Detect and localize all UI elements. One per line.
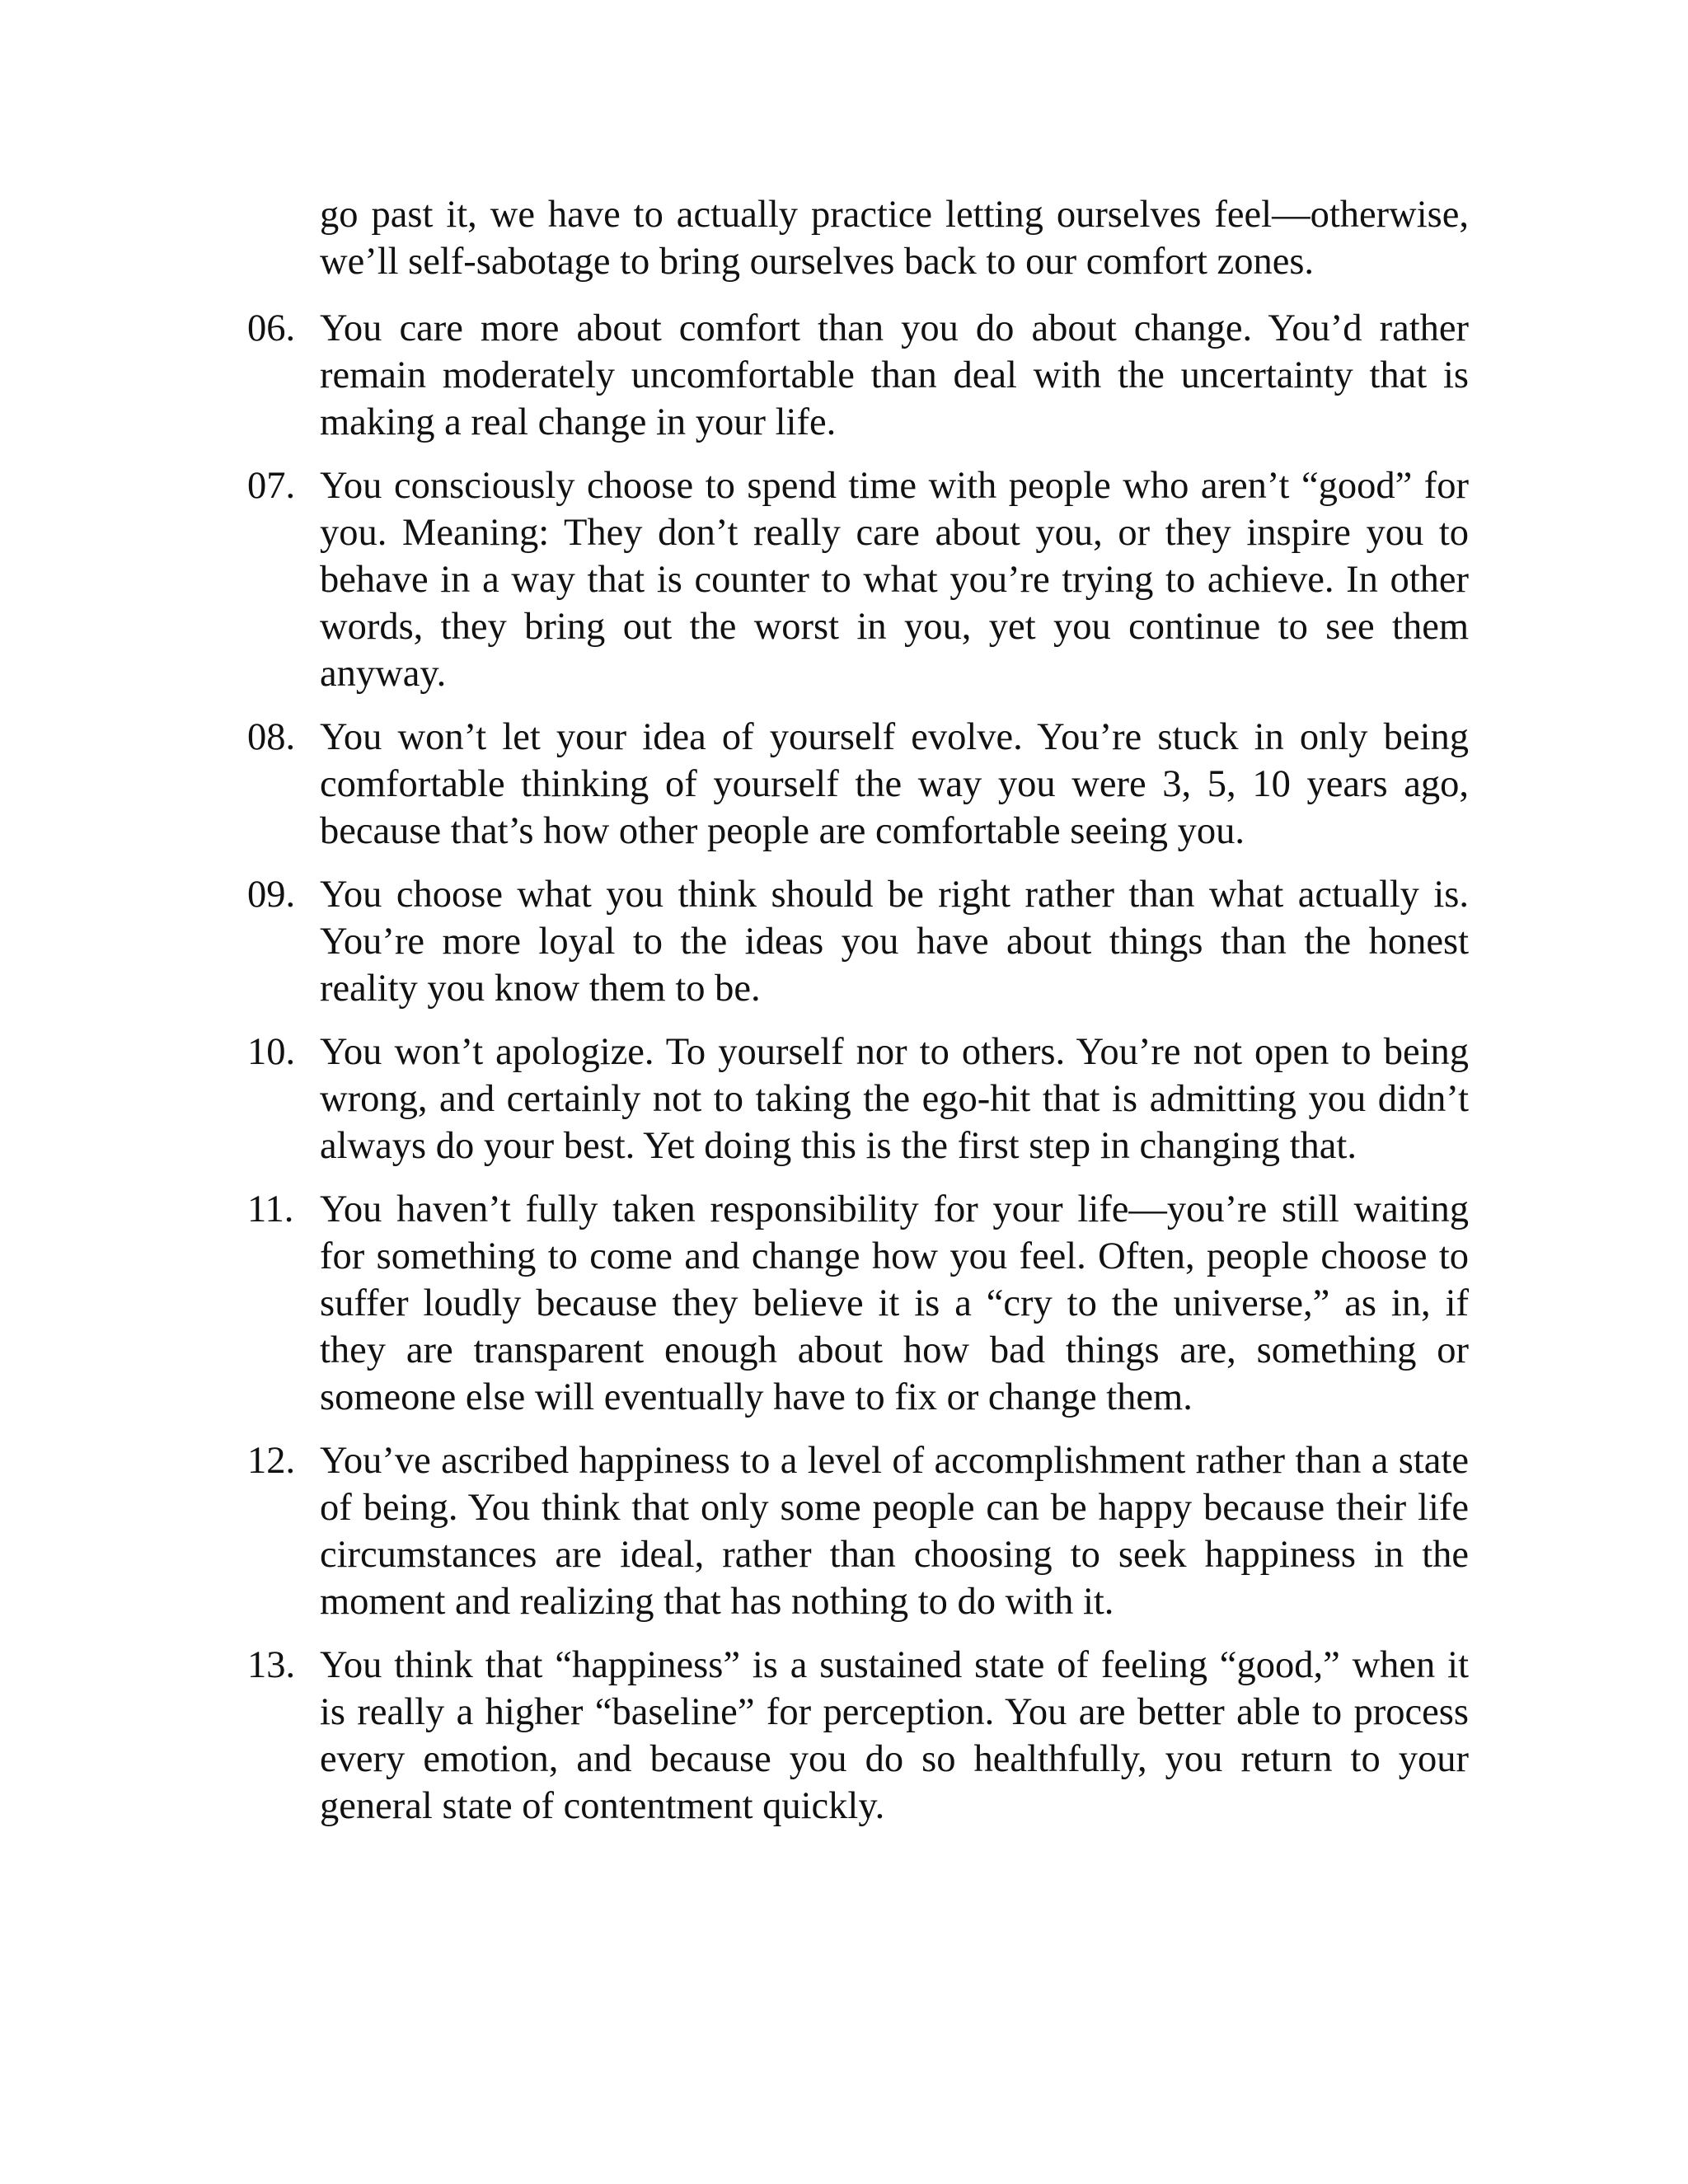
- list-item: [247, 1437, 1469, 1625]
- list-item-number: 06.: [247, 307, 296, 349]
- list-item-text: You choose what you think should be right rather than what actually is. You’re more loyal to the ideas you have about things than the honest reality you know them to be.: [320, 874, 1469, 1010]
- list-item-number: 10.: [247, 1031, 296, 1073]
- numbered-list: [247, 305, 1469, 1846]
- list-item-text: You think that “happiness” is a sustained state of feeling “good,” when it is really a higher “baseline” for perception. You are better able to process every emotion, and because you do so healthfully, you return to your general state of contentment quickly.: [320, 1644, 1469, 1827]
- list-item-number: 12.: [247, 1440, 296, 1482]
- list-item-text: You won’t let your idea of yourself evolve. You’re stuck in only being comfortable thinking of yourself the way you were 3, 5, 10 years ago, because that’s how other people are comfortable seeing you.: [320, 716, 1469, 852]
- list-item: [247, 1186, 1469, 1421]
- list-item: [247, 305, 1469, 446]
- list-item-number: 08.: [247, 716, 296, 758]
- list-item-number: 13.: [247, 1644, 296, 1686]
- list-item: [247, 1029, 1469, 1169]
- list-item: [247, 714, 1469, 855]
- list-item: [247, 871, 1469, 1012]
- list-item-number: 11.: [247, 1188, 294, 1230]
- list-item-text: You care more about comfort than you do about change. You’d rather remain moderately uncomfortable than deal with the uncertainty that is making a real change in your life.: [320, 307, 1469, 443]
- list-item-text: You won’t apologize. To yourself nor to others. You’re not open to being wrong, and certainly not to taking the ego-hit that is admitting you didn’t always do your best. Yet doing this is the first step in changing that.: [320, 1031, 1469, 1167]
- continuation-paragraph: go past it, we have to actually practice letting ourselves feel—otherwise, we’ll self-sabotage to bring ourselves back to our comfort zones.: [320, 194, 1469, 283]
- list-item-text: You’ve ascribed happiness to a level of accomplishment rather than a state of being. You think that only some people can be happy because their life circumstances are ideal, rather than choosing to seek happiness in the moment and realizing that has nothing to do with it.: [320, 1440, 1469, 1623]
- list-item-number: 09.: [247, 874, 296, 916]
- list-item: [247, 462, 1469, 697]
- list-item-number: 07.: [247, 465, 296, 507]
- list-item-text: You consciously choose to spend time with people who aren’t “good” for you. Meaning: They don’t really care about you, or they inspire you to behave in a way that is counter to what you’re trying to achieve. In other words, they bring out the worst in you, yet you continue to see them anyway.: [320, 465, 1469, 695]
- list-item-text: You haven’t fully taken responsibility for your life—you’re still waiting for something to come and change how you feel. Often, people choose to suffer loudly because they believe it is a “cry to the universe,” as in, if they are transparent enough about how bad things are, something or someone else will eventually have to fix or change them.: [320, 1188, 1469, 1418]
- list-item: [247, 1642, 1469, 1830]
